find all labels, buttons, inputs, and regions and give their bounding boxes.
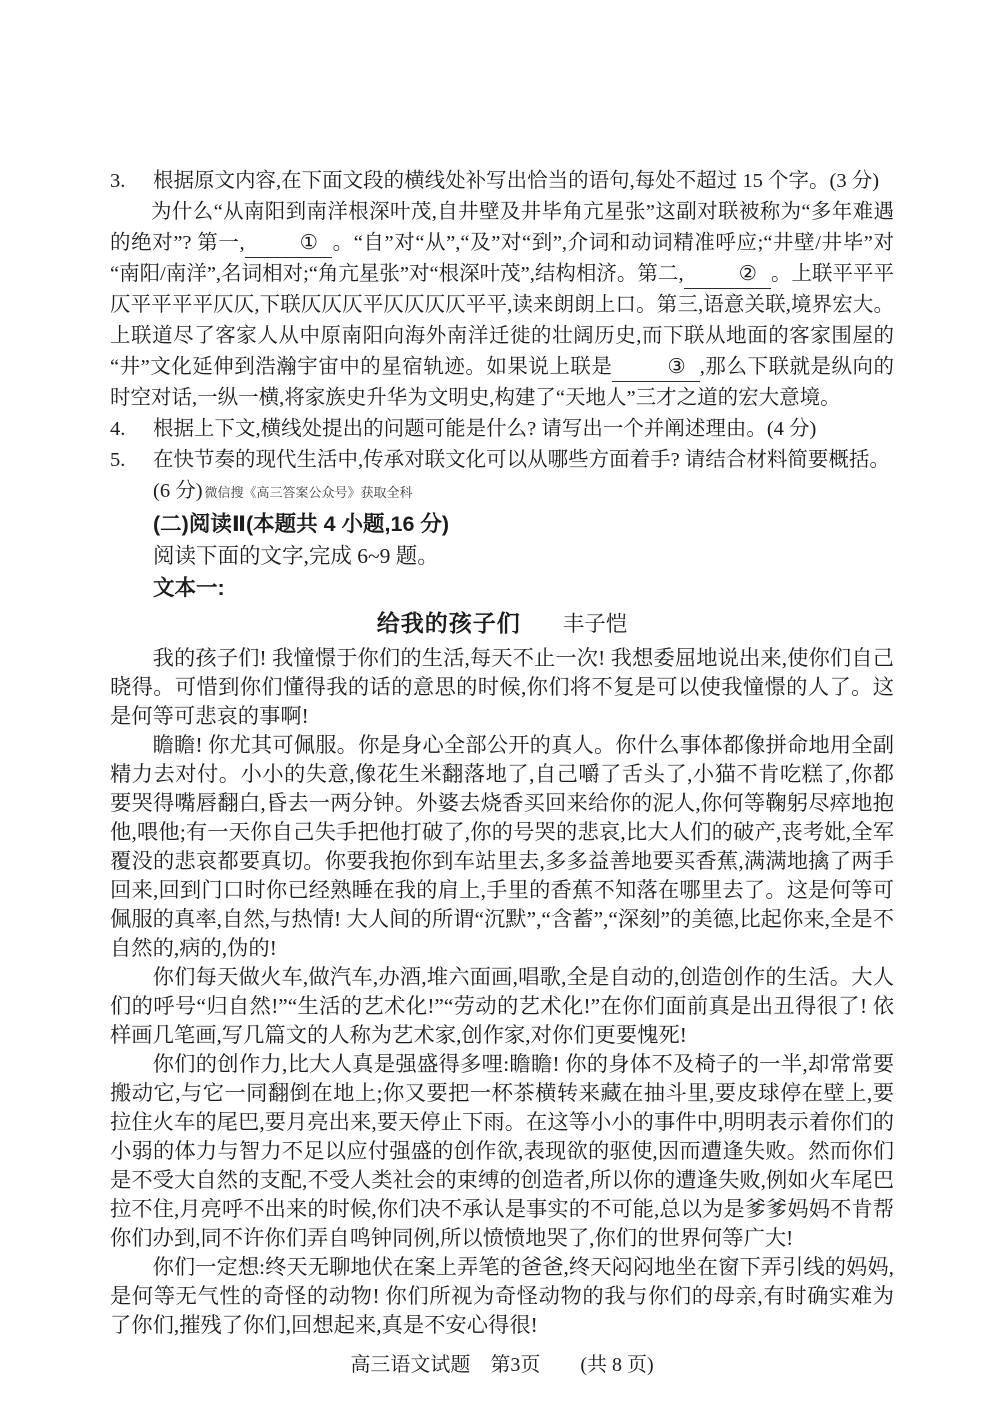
essay-paragraph-4: 你们的创作力,比大人真是强盛得多哩:瞻瞻! 你的身体不及椅子的一半,却常常要搬动它,与它一同翻倒在地上;你又要把一杯茶横转来藏在抽斗里,要皮球停在壁上,要拉住火车的尾巴,要月亮出来,要天停止下雨。在这等小小的事件中,明明表示着你们的小弱的体力与智力不足以应付强盛的创作欲,表现欲的驱使,因而遭逢失败。然而你们是不受大自然的支配,不受人类社会的束缚的创造者,所以你的遭逢失败,例如火车尾巴拉不住,月亮呼不出来的时候,你们决不承认是事实的不可能,总以为是爹爹妈妈不肯帮你们办到,同不许你们弄自鸣钟同例,所以愤愤地哭了,你们的世界何等广大! <box>110 1052 894 1250</box>
question-3 <box>110 166 894 197</box>
question-5-number: 5. <box>110 449 126 471</box>
question-4 <box>110 414 894 445</box>
section-heading: (二)阅读Ⅱ(本题共 4 小题,16 分) <box>153 512 450 536</box>
question-4-number: 4. <box>110 418 126 440</box>
essay-section <box>110 607 894 1340</box>
question-3-number: 3. <box>110 170 126 192</box>
watermark-note: 微信搜《高三答案公众号》获取全科 <box>204 485 413 500</box>
question-5 <box>110 445 894 476</box>
question-5-score: (6 分) <box>153 480 203 502</box>
blank-underline: ① <box>245 230 332 258</box>
question-3-text: 根据原文内容,在下面文段的横线处补写出恰当的语句,每处不超过 15 个字。(3 分) <box>153 170 880 192</box>
blank-underline: ③ <box>612 354 699 382</box>
question-4-text: 根据上下文,横线处提出的问题可能是什么? 请写出一个并阐述理由。(4 分) <box>153 418 817 440</box>
essay-title-line <box>110 607 894 640</box>
essay-author: 丰子恺 <box>562 612 628 636</box>
questions-section <box>110 166 894 508</box>
blank-underline: ② <box>684 261 771 289</box>
essay-paragraph-1: 我的孩子们! 我憧憬于你们的生活,每天不止一次! 我想委屈地说出来,使你们自己晓得。可惜到你们懂得我的话的意思的时候,你们将不复是可以使我憧憬的人了。这是何等可悲哀的事啊! <box>110 646 894 728</box>
page-content <box>110 166 894 1380</box>
essay-title: 给我的孩子们 <box>376 610 521 636</box>
question-5-text: 在快节奏的现代生活中,传承对联文化可以从哪些方面着手? 请结合材料简要概括。 <box>153 449 890 471</box>
page-footer-area <box>110 1350 894 1380</box>
question-5-score-line <box>110 476 894 508</box>
essay-paragraph-2: 瞻瞻! 你尤其可佩服。你是身心全部公开的真人。你什么事体都像拼命地用全副精力去对付。小小的失意,像花生米翻落地了,自己嚼了舌头了,小猫不肯吃糕了,你都要哭得嘴唇翻白,昏去一两分钟。外婆去烧香买回来给你的泥人,你何等鞠躬尽瘁地抱他,喂他;有一天你自己失手把他打破了,你的号哭的悲哀,比大人们的破产,丧考妣,全军覆没的悲哀都要真切。你要我抱你到车站里去,多多益善地要买香蕉,满满地擒了两手回来,回到门口时你已经熟睡在我的肩上,手里的香蕉不知落在哪里去了。这是何等可佩服的真率,自然,与热情! 大人间的所谓“沉默”,“含蓄”,“深刻”的美德,比起你来,全是不自然的,病的,伪的! <box>110 733 894 960</box>
essay-paragraph-5: 你们一定想:终天无聊地伏在案上弄笔的爸爸,终天闷闷地坐在窗下弄引线的妈妈,是何等无气性的奇怪的动物! 你们所视为奇怪动物的我与你们的母亲,有时确实难为了你们,摧残了你们,回想起来,真是不安心得很! <box>110 1255 894 1337</box>
question-3-passage: 为什么“从南阳到南洋根深叶茂,自井壁及井毕角亢星张”这副对联被称为“多年难遇的绝对”? 第一, ① 。“自”对“从”,“及”对“到”,介词和动词精准呼应;“井壁/井毕”对“南阳/南洋”,名词相对;“角亢星张”对“根深叶茂”,结构相济。第二, ② 。上联平平平仄平平平平仄仄,下联仄仄仄平仄仄仄仄平平,读来朗朗上口。第三,语意关联,境界宏大。上联道尽了客家人从中原南阳向海外南洋迁徙的壮阔历史,而下联从地面的客家围屋的“井”文化延伸到浩瀚宇宙中的星宿轨迹。如果说上联是 ③ ,那么下联就是纵向的时空对话,一纵一横,将家族史升华为文明史,构建了“天地人”三才之道的宏大意境。 <box>110 201 895 409</box>
section-instruction: 阅读下面的文字,完成 6~9 题。 <box>153 544 439 568</box>
text-one-label: 文本一: <box>153 576 225 600</box>
page-footer: 高三语文试题 第3页 (共 8 页) <box>350 1354 654 1376</box>
reading-section <box>110 508 894 604</box>
essay-paragraph-3: 你们每天做火车,做汽车,办酒,堆六面画,唱歌,全是自动的,创造创作的生活。大人们的呼号“归自然!”“生活的艺术化!”“劳动的艺术化!”在你们面前真是出丑得很了! 依样画几笔画,写几篇文的人称为艺术家,创作家,对你们更要愧死! <box>110 965 894 1047</box>
